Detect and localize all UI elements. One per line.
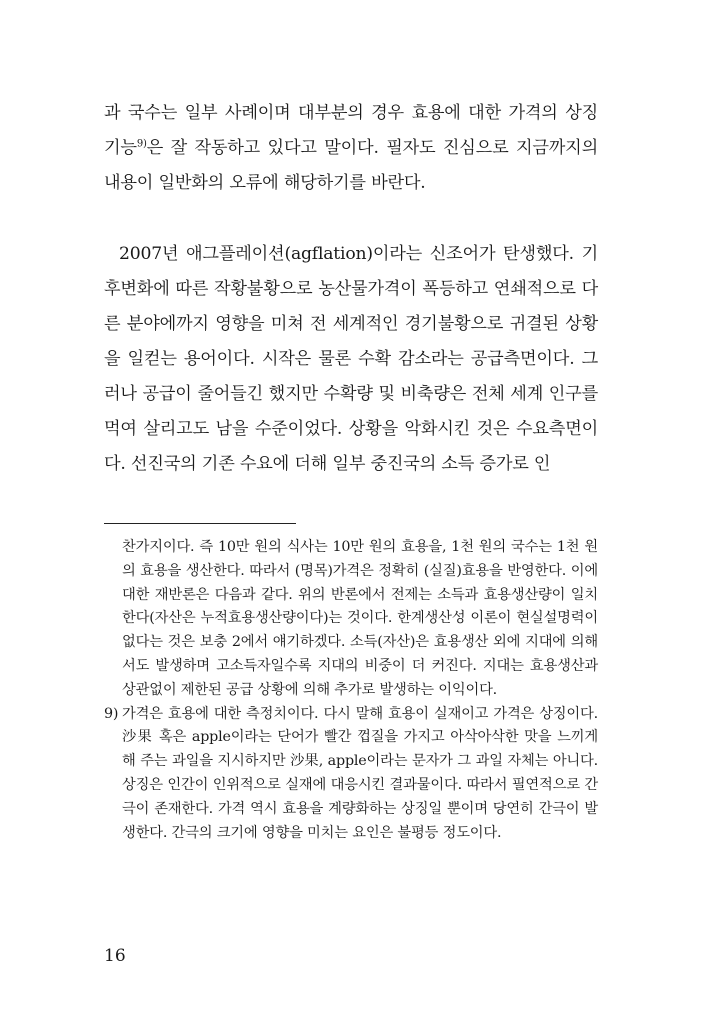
paragraph-1-text-a: 과 국수는 일부 사례이며 대부분의 경우 효용에 대한 가격의 상징 기능: [104, 103, 598, 158]
paragraph-1-text-b: 은 잘 작동하고 있다고 말이다. 필자도 진심으로 지금까지의 내용이 일반화의 오류에 해당하기를 바란다.: [104, 138, 598, 193]
footnote-divider: [104, 523, 296, 524]
footnote-9-marker: 9): [104, 705, 119, 722]
paragraph-2: 2007년 애그플레이션(agflation)이라는 신조어가 탄생했다. 기후변화에 따른 작황불황으로 농산물가격이 폭등하고 연쇄적으로 다른 분야에까지 영향을 미쳐 전 세계적인 경기불황으로 귀결된 상황을 일컫는 용어이다. 시작은 물론 수확 감소라는 공급측면이다. 그러나 공급이 줄어들긴 했지만 수확량 및 비축량은 전체 세계 인구를 먹여 살리고도 남을 수준이었다. 상황을 악화시킨 것은 수요측면이다. 선진국의 기존 수요에 더해 일부 중진국의 소득 증가로 인: [104, 244, 598, 474]
page-number: 16: [104, 946, 126, 966]
paragraph-1: [104, 96, 598, 201]
footnote-9-text: 가격은 효용에 대한 측정치이다. 다시 말해 효용이 실재이고 가격은 상징이다. 沙果 혹은 apple이라는 단어가 빨간 껍질을 가지고 아삭아삭한 맛을 느끼게 해 주는 과일을 지시하지만 沙果, apple이라는 문자가 그 과일 자체는 아니다. 상징은 인간이 인위적으로 실재에 대응시킨 결과물이다. 따라서 필연적으로 간극이 존재한다. 가격 역시 효용을 계량화하는 상징일 뿐이며 당연히 간극이 발생한다. 간극의 크기에 영향을 미치는 요인은 불평등 정도이다.: [122, 705, 598, 841]
footnote-reference-9[interactable]: 9): [136, 138, 147, 150]
footnote-9: [104, 703, 598, 846]
footnote-8-continuation: 찬가지이다. 즉 10만 원의 식사는 10만 원의 효용을, 1천 원의 국수는 1천 원의 효용을 생산한다. 따라서 (명목)가격은 정확히 (실질)효용을 반영한다. 이에 대한 재반론은 다음과 같다. 위의 반론에서 전제는 소득과 효용생산량이 일치한다(자산은 누적효용생산량이다)는 것이다. 한계생산성 이론이 현실설명력이 없다는 것은 보충 2에서 얘기하겠다. 소득(자산)은 효용생산 외에 지대에 의해서도 발생하며 고소득자일수록 지대의 비중이 더 커진다. 지대는 효용생산과 상관없이 제한된 공급 상황에 의해 추가로 발생하는 이익이다.: [122, 539, 598, 698]
footnotes: [104, 536, 598, 845]
